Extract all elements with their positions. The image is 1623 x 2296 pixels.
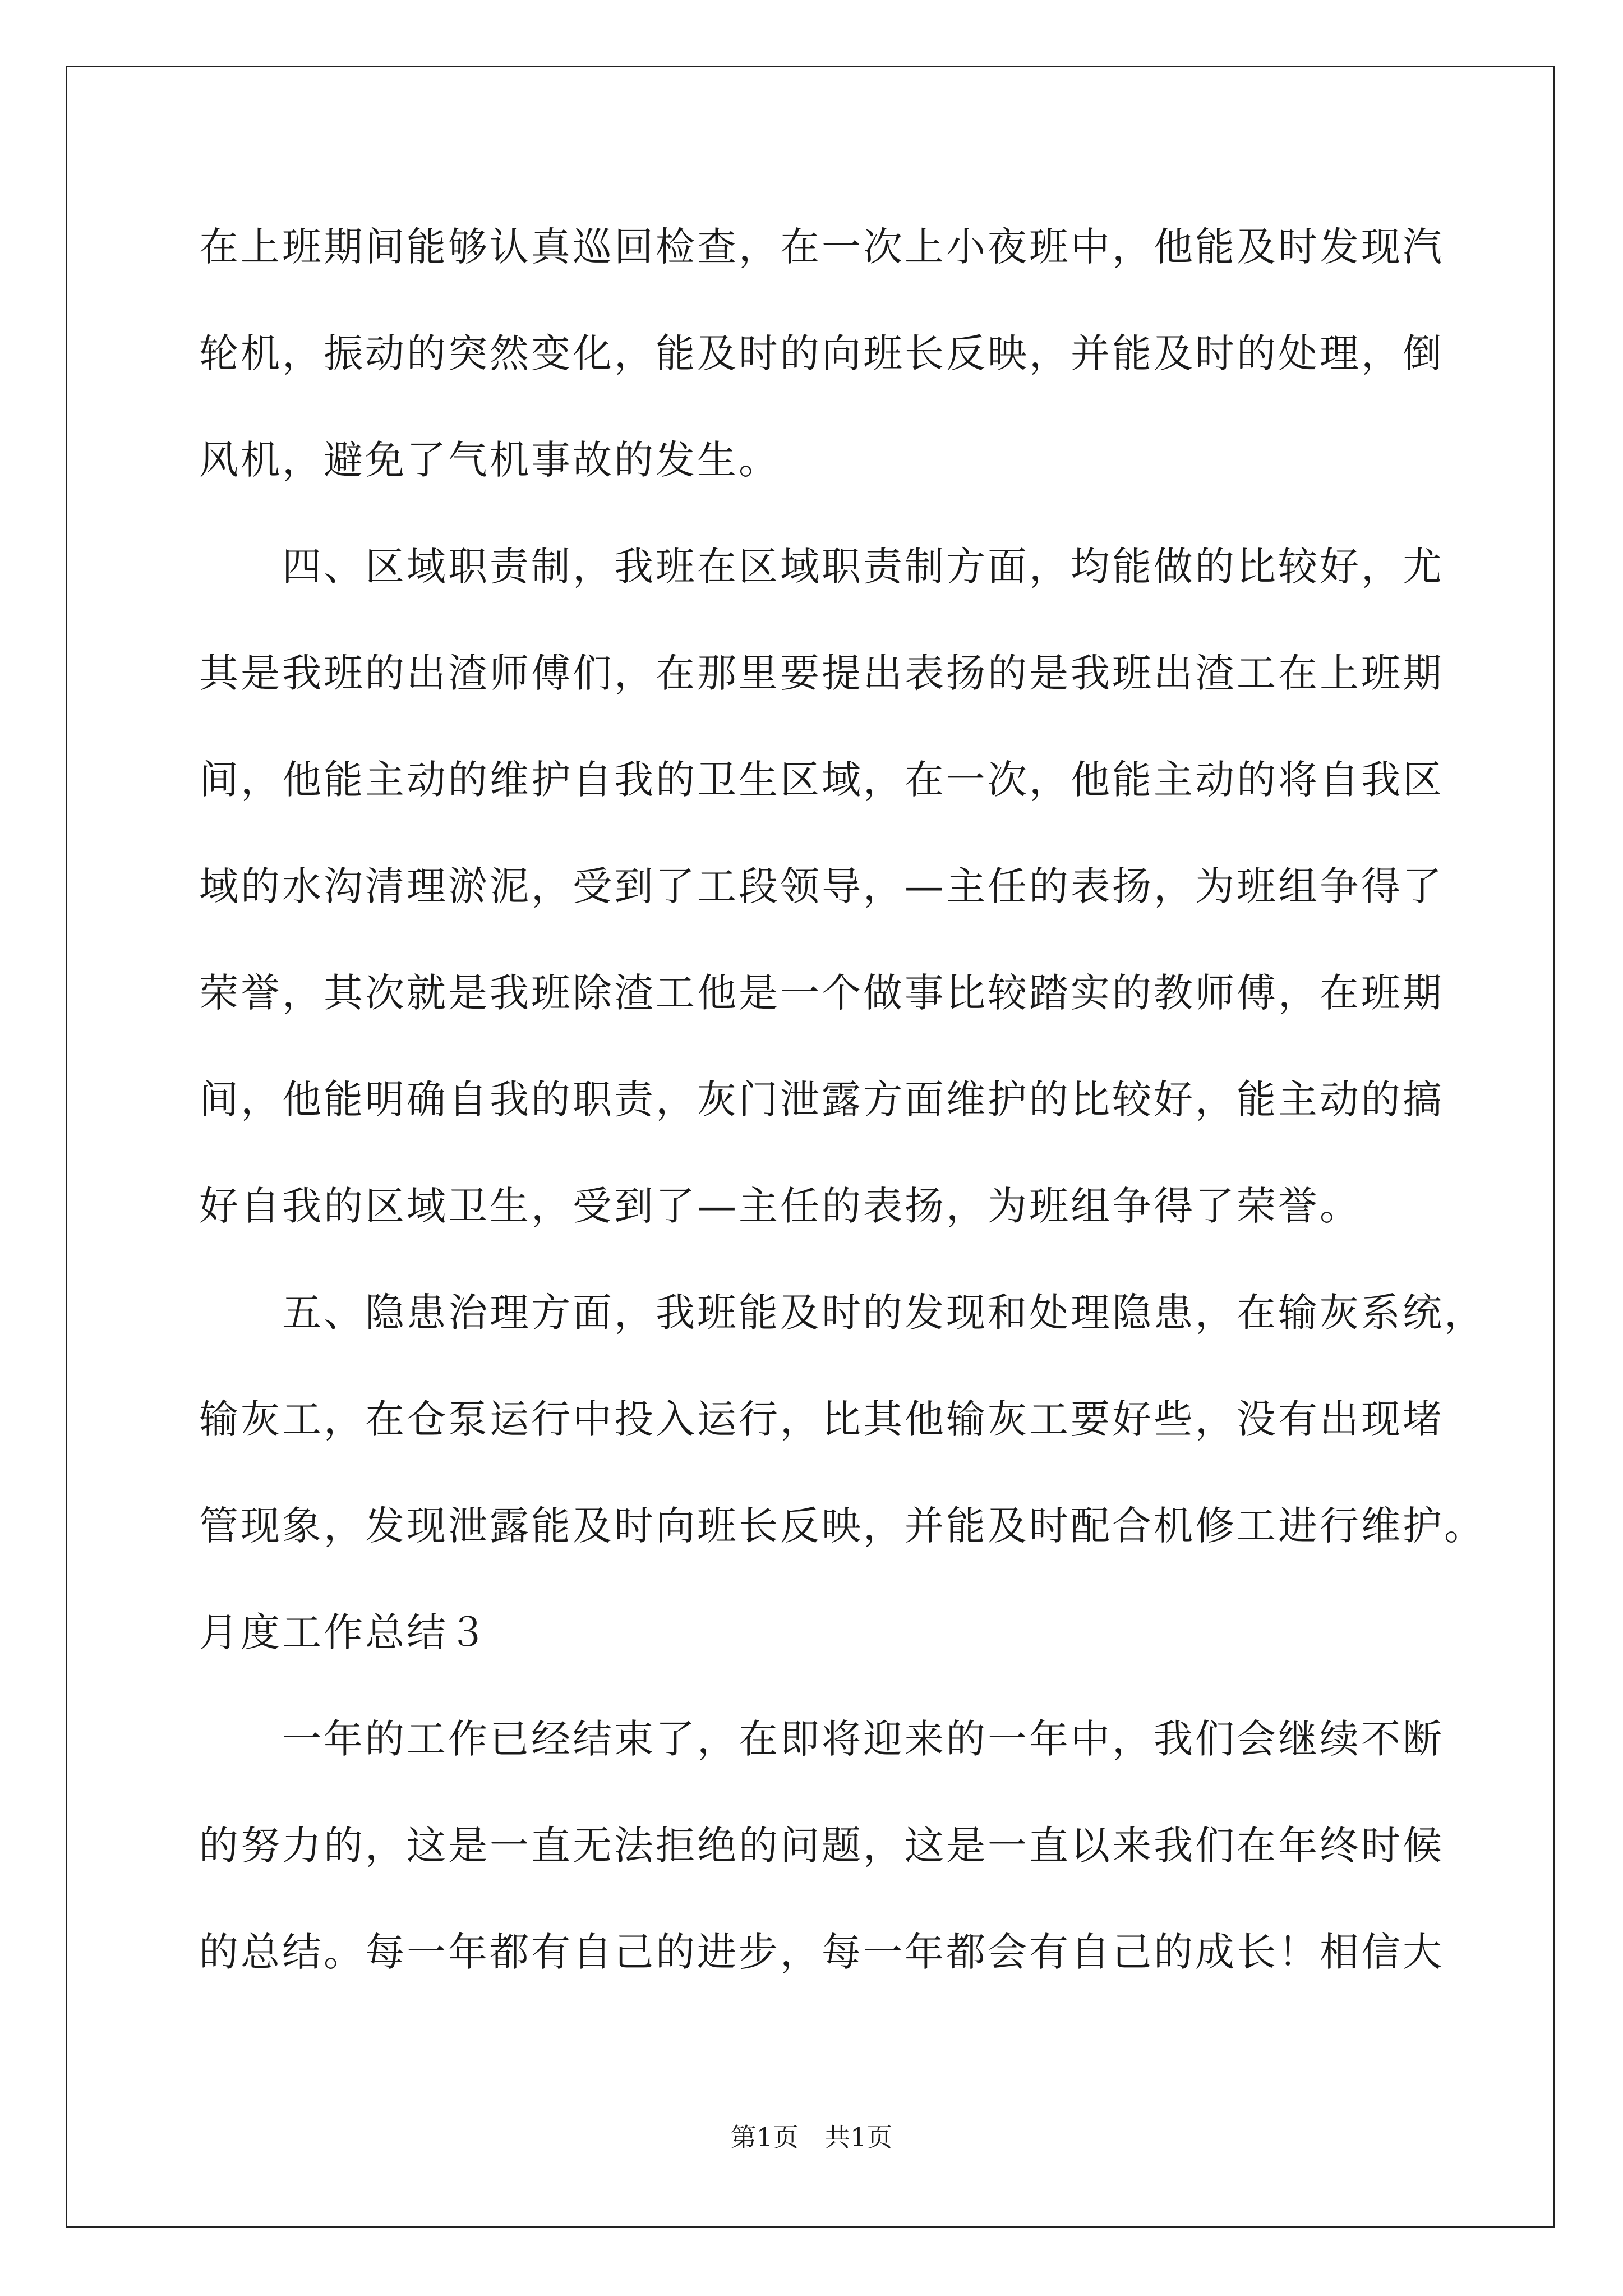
page-footer: 第1页 共1页 xyxy=(730,2122,893,2152)
text-line: 在上班期间能够认真巡回检查，在一次上小夜班中，他能及时发现汽 xyxy=(199,224,1444,270)
text-line: 管现象，发现泄露能及时向班长反映，并能及时配合机修工进行维护。 xyxy=(199,1503,1486,1549)
text-line: 荣誉，其次就是我班除渣工他是一个做事比较踏实的教师傅，在班期 xyxy=(199,970,1444,1016)
text-line: 轮机，振动的突然变化，能及时的向班长反映，并能及时的处理，倒 xyxy=(199,330,1444,376)
text-line: 五、隐患治理方面，我班能及时的发现和处理隐患，在输灰系统， xyxy=(199,1290,1486,1336)
text-line: 一年的工作已经结束了，在即将迎来的一年中，我们会继续不断 xyxy=(199,1716,1444,1762)
section-heading: 月度工作总结３ xyxy=(199,1609,490,1655)
text-line: 其是我班的出渣师傅们，在那里要提出表扬的是我班出渣工在上班期 xyxy=(199,650,1444,696)
text-line: 四、区域职责制，我班在区域职责制方面，均能做的比较好，尤 xyxy=(199,544,1444,590)
text-line: 间，他能明确自我的职责，灰门泄露方面维护的比较好，能主动的搞 xyxy=(199,1076,1444,1122)
text-line: 好自我的区域卫生，受到了—主任的表扬，为班组争得了荣誉。 xyxy=(199,1183,1361,1229)
text-line: 风机，避免了气机事故的发生。 xyxy=(199,437,780,483)
text-line: 的努力的，这是一直无法拒绝的问题，这是一直以来我们在年终时候 xyxy=(199,1823,1444,1869)
text-line: 的总结。每一年都有自己的进步，每一年都会有自己的成长！相信大 xyxy=(199,1929,1444,1975)
text-line: 域的水沟清理淤泥，受到了工段领导，—主任的表扬，为班组争得了 xyxy=(199,863,1444,909)
text-line: 间，他能主动的维护自我的卫生区域，在一次，他能主动的将自我区 xyxy=(199,757,1444,803)
text-line: 输灰工，在仓泵运行中投入运行，比其他输灰工要好些，没有出现堵 xyxy=(199,1396,1444,1442)
document-body xyxy=(199,213,1486,2025)
